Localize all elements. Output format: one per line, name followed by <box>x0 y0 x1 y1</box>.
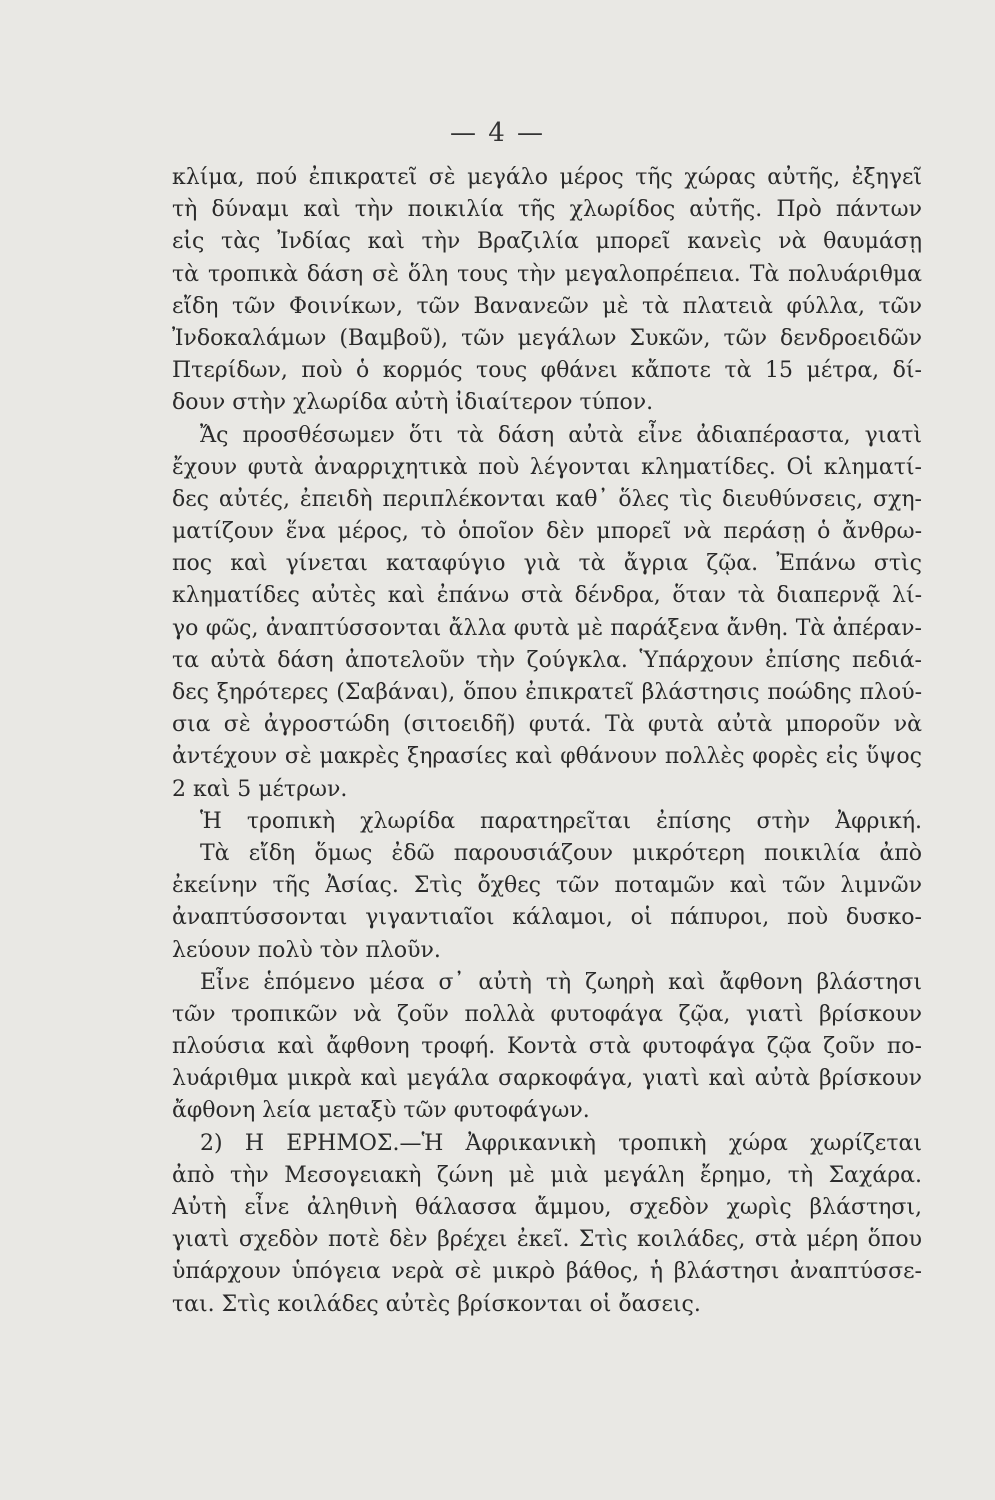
text-line: ἄφθονη λεία μεταξὺ τῶν φυτοφάγων. <box>172 1098 590 1124</box>
text-line: δουν στὴν χλωρίδα αὐτὴ ἰδιαίτερον τύπον. <box>172 390 654 416</box>
text-line: Ἡ τροπικὴ χλωρίδα παρατηρεῖται ἐπίσης στὴν Ἀφρική. <box>200 808 922 834</box>
text-line: ἀπὸ τὴν Μεσογειακὴ ζώνη μὲ μιὰ μεγάλη ἔρημο, τὴ Σαχάρα. <box>172 1162 922 1188</box>
text-line: Πτερίδων, ποὺ ὁ κορμός τους φθάνει κἄποτε τὰ 15 μέτρα, δί- <box>172 358 922 384</box>
text-line: δες ξηρότερες (Σαβάναι), ὅπου ἐπικρατεῖ βλάστησις ποώδης πλού- <box>172 680 922 705</box>
text-line: τῶν τροπικῶν νὰ ζοῦν πολλὰ φυτοφάγα ζῷα, γιατὶ βρίσκουν <box>172 1001 922 1027</box>
text-line: ἀντέχουν σὲ μακρὲς ξηρασίες καὶ φθάνουν πολλὲς φορὲς εἰς ὕψος <box>172 744 922 770</box>
text-line: ται. Στὶς κοιλάδες αὐτὲς βρίσκονται οἱ ὄασεις. <box>172 1291 701 1317</box>
text-line: ἐκείνην τῆς Ἀσίας. Στὶς ὄχθες τῶν ποταμῶν καὶ τῶν λιμνῶν <box>172 873 922 899</box>
text-line: Εἶνε ἑπόμενο μέσα σ᾽ αὐτὴ τὴ ζωηρὴ καὶ ἄφθονη βλάστησι <box>200 969 922 995</box>
text-line: 2 καὶ 5 μέτρων. <box>172 776 348 802</box>
text-line: ὑπάρχουν ὑπόγεια νερὰ σὲ μικρὸ βάθος, ἡ βλάστησι ἀναπτύσσε- <box>172 1259 922 1285</box>
text-line: ἔχουν φυτὰ ἀναρριχητικὰ ποὺ λέγονται κληματίδες. Οἱ κληματί- <box>172 454 922 480</box>
text-line: Αὐτὴ εἶνε ἀληθινὴ θάλασσα ἄμμου, σχεδὸν χωρὶς βλάστησι, <box>172 1195 922 1220</box>
text-line: πος καὶ γίνεται καταφύγιο γιὰ τὰ ἄγρια ζῷα. Ἐπάνω στὶς <box>172 551 922 577</box>
body-text <box>172 162 922 1321</box>
text-line: δες αὐτές, ἐπειδὴ περιπλέκονται καθ᾽ ὅλες τὶς διευθύνσεις, σχη- <box>172 486 922 512</box>
text-line: 2) Η ΕΡΗΜΟΣ.—Ἡ Ἀφρικανικὴ τροπικὴ χώρα χωρίζεται <box>200 1130 922 1156</box>
text-line: τὴ δύναμι καὶ τὴν ποικιλία τῆς χλωρίδος αὐτῆς. Πρὸ πάντων <box>172 197 922 223</box>
text-line: γιατὶ σχεδὸν ποτὲ δὲν βρέχει ἐκεῖ. Στὶς κοιλάδες, στὰ μέρη ὅπου <box>172 1227 922 1253</box>
text-line: λυάριθμα μικρὰ καὶ μεγάλα σαρκοφάγα, γιατὶ καὶ αὐτὰ βρίσκουν <box>172 1066 922 1092</box>
text-line: Τὰ εἴδη ὅμως ἐδῶ παρουσιάζουν μικρότερη ποικιλία ἀπὸ <box>200 840 922 866</box>
page-number: — 4 — <box>449 118 546 148</box>
text-line: ἀναπτύσσονται γιγαντιαῖοι κάλαμοι, οἱ πάπυροι, ποὺ δυσκο- <box>172 905 922 931</box>
text-line: πλούσια καὶ ἄφθονη τροφή. Κοντὰ στὰ φυτοφάγα ζῷα ζοῦν πο- <box>172 1034 922 1060</box>
text-line: Ἰνδοκαλάμων (Βαμβοῦ), τῶν μεγάλων Συκῶν, τῶν δενδροειδῶν <box>172 325 922 351</box>
text-line: τα αὐτὰ δάση ἀποτελοῦν τὴν ζούγκλα. Ὑπάρχουν ἐπίσης πεδιά- <box>172 647 922 673</box>
text-line: κληματίδες αὐτὲς καὶ ἐπάνω στὰ δένδρα, ὅταν τὰ διαπερνᾷ λί- <box>172 583 922 609</box>
text-line: Ἄς προσθέσωμεν ὅτι τὰ δάση αὐτὰ εἶνε ἀδιαπέραστα, γιατὶ <box>200 422 922 448</box>
text-line: κλίμα, πού ἐπικρατεῖ σὲ μεγάλο μέρος τῆς χώρας αὐτῆς, ἐξηγεῖ <box>172 165 922 190</box>
text-line: εἰς τὰς Ἰνδίας καὶ τὴν Βραζιλία μπορεῖ κανεὶς νὰ θαυμάσῃ <box>172 229 922 255</box>
text-line: ματίζουν ἕνα μέρος, τὸ ὁποῖον δὲν μπορεῖ νὰ περάσῃ ὁ ἄνθρω- <box>172 519 922 545</box>
text-line: λεύουν πολὺ τὸν πλοῦν. <box>172 937 441 963</box>
text-line: σια σὲ ἀγροστώδη (σιτοειδῆ) φυτά. Τὰ φυτὰ αὐτὰ μποροῦν νὰ <box>172 712 922 738</box>
text-line: γο φῶς, ἀναπτύσσονται ἄλλα φυτὰ μὲ παράξενα ἄνθη. Τὰ ἀπέραν- <box>172 615 922 641</box>
text-line: εἴδη τῶν Φοινίκων, τῶν Βανανεῶν μὲ τὰ πλατειὰ φύλλα, τῶν <box>172 293 922 319</box>
text-line: τὰ τροπικὰ δάση σὲ ὅλη τους τὴν μεγαλοπρέπεια. Τὰ πολυάριθμα <box>172 261 922 287</box>
